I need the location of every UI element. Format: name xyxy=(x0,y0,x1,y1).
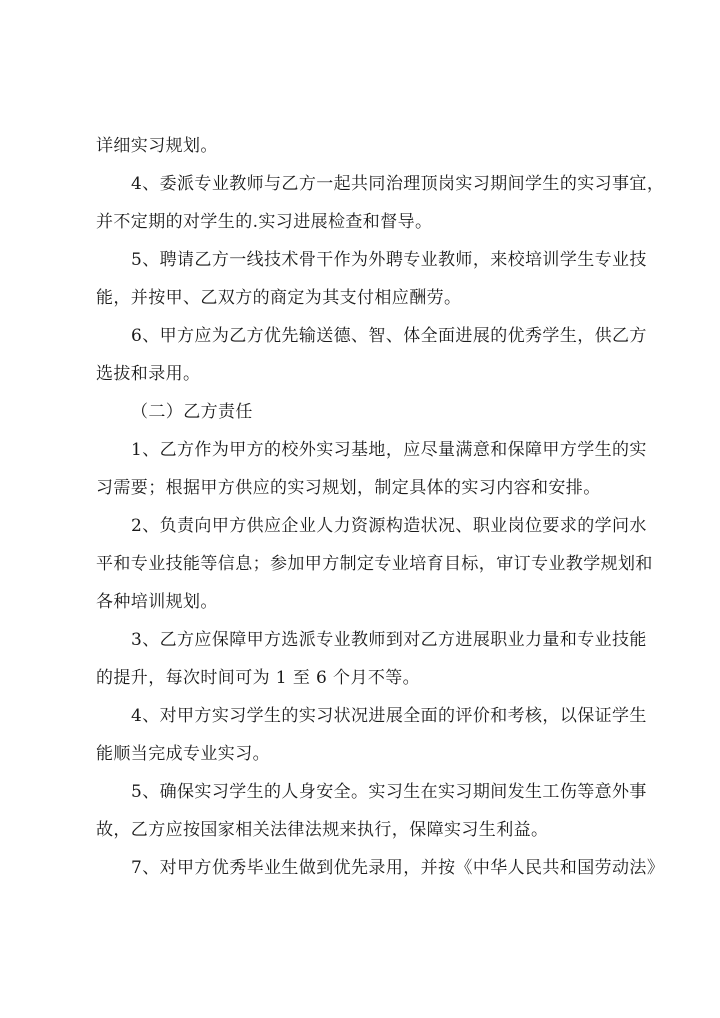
text-line-4: 5、聘请乙方一线技术骨干作为外聘专业教师，来校培训学生专业技 xyxy=(131,250,647,270)
text-line-14: 3、乙方应保障甲方选派专业教师到对乙方进展职业力量和专业技能 xyxy=(131,630,647,650)
text-line-5: 能，并按甲、乙双方的商定为其支付相应酬劳。 xyxy=(96,288,462,308)
text-line-1: 详细实习规划。 xyxy=(96,136,218,156)
text-line-19: 故，乙方应按国家相关法律法规来执行，保障实习生利益。 xyxy=(96,820,549,840)
text-line-16: 4、对甲方实习学生的实习状况进展全面的评价和考核，以保证学生 xyxy=(131,706,647,726)
text-line-11: 2、负责向甲方供应企业人力资源构造状况、职业岗位要求的学问水 xyxy=(131,516,647,536)
text-line-13: 各种培训规划。 xyxy=(96,592,218,612)
text-line-17: 能顺当完成专业实习。 xyxy=(96,744,270,764)
text-line-10: 习需要；根据甲方供应的实习规划，制定具体的实习内容和安排。 xyxy=(96,478,601,498)
text-line-15: 的提升，每次时间可为 1 至 6 个月不等。 xyxy=(96,668,421,688)
text-line-9: 1、乙方作为甲方的校外实习基地，应尽量满意和保障甲方学生的实 xyxy=(131,440,647,460)
section-heading: （二）乙方责任 xyxy=(131,402,253,422)
text-line-2: 4、委派专业教师与乙方一起共同治理顶岗实习期间学生的实习事宜， xyxy=(131,174,665,194)
text-line-18: 5、确保实习学生的人身安全。实习生在实习期间发生工伤等意外事 xyxy=(131,782,647,802)
text-line-6: 6、甲方应为乙方优先输送德、智、体全面进展的优秀学生，供乙方 xyxy=(131,326,647,346)
text-line-3: 并不定期的对学生的.实习进展检查和督导。 xyxy=(96,212,433,232)
text-line-12: 平和专业技能等信息；参加甲方制定专业培育目标，审订专业教学规划和 xyxy=(96,554,653,574)
text-line-7: 选拔和录用。 xyxy=(96,364,201,384)
text-line-20: 7、对甲方优秀毕业生做到优先录用，并按《中华人民共和国劳动法》 xyxy=(131,858,665,878)
